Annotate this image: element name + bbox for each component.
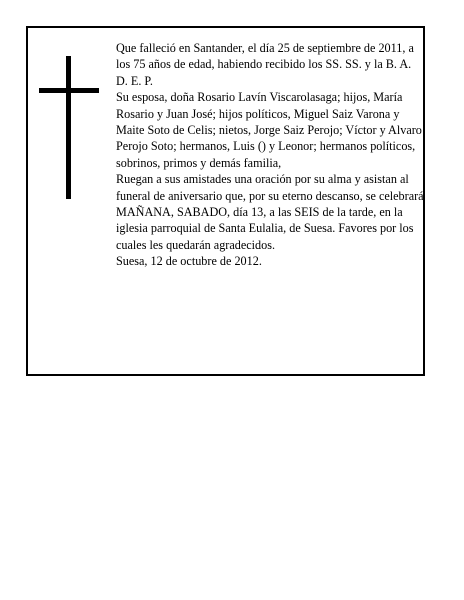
- death-statement: Que falleció en Santander, el día 25 de septiembre de 2011, a los 75 años de edad, habiendo recibido los SS. SS. y la B. A.: [116, 41, 414, 72]
- place-date-line: Suesa, 12 de octubre de 2012.: [116, 254, 262, 269]
- latin-cross-icon: [39, 56, 99, 199]
- notice-text: [116, 40, 426, 270]
- family-list: Su esposa, doña Rosario Lavín Viscarolasaga; hijos, María Rosario y Juan José; hijos políticos, Miguel Saiz Varona y Maite Soto de Celis; nietos, Jorge Saiz Perojo; Víctor y Alvaro Perojo Soto; hermanos, Luis () y Leonor; hermanos políticos, sobrinos, primos y demás familia,: [116, 90, 422, 170]
- funeral-request: Ruegan a sus amistades una oración por su alma y asistan al funeral de aniversario que, por su eterno descanso, se celebrará MAÑANA, SABADO, día 13, a las SEIS de la tarde, en la iglesia parroquial de Santa Eulalia, de Suesa. Favores por los cuales les quedarán agradecidos.: [116, 172, 424, 252]
- obituary-notice: [26, 26, 425, 376]
- cross-horizontal-bar: [39, 88, 99, 93]
- cross-vertical-bar: [66, 56, 71, 199]
- rip-line: D. E. P.: [116, 73, 153, 88]
